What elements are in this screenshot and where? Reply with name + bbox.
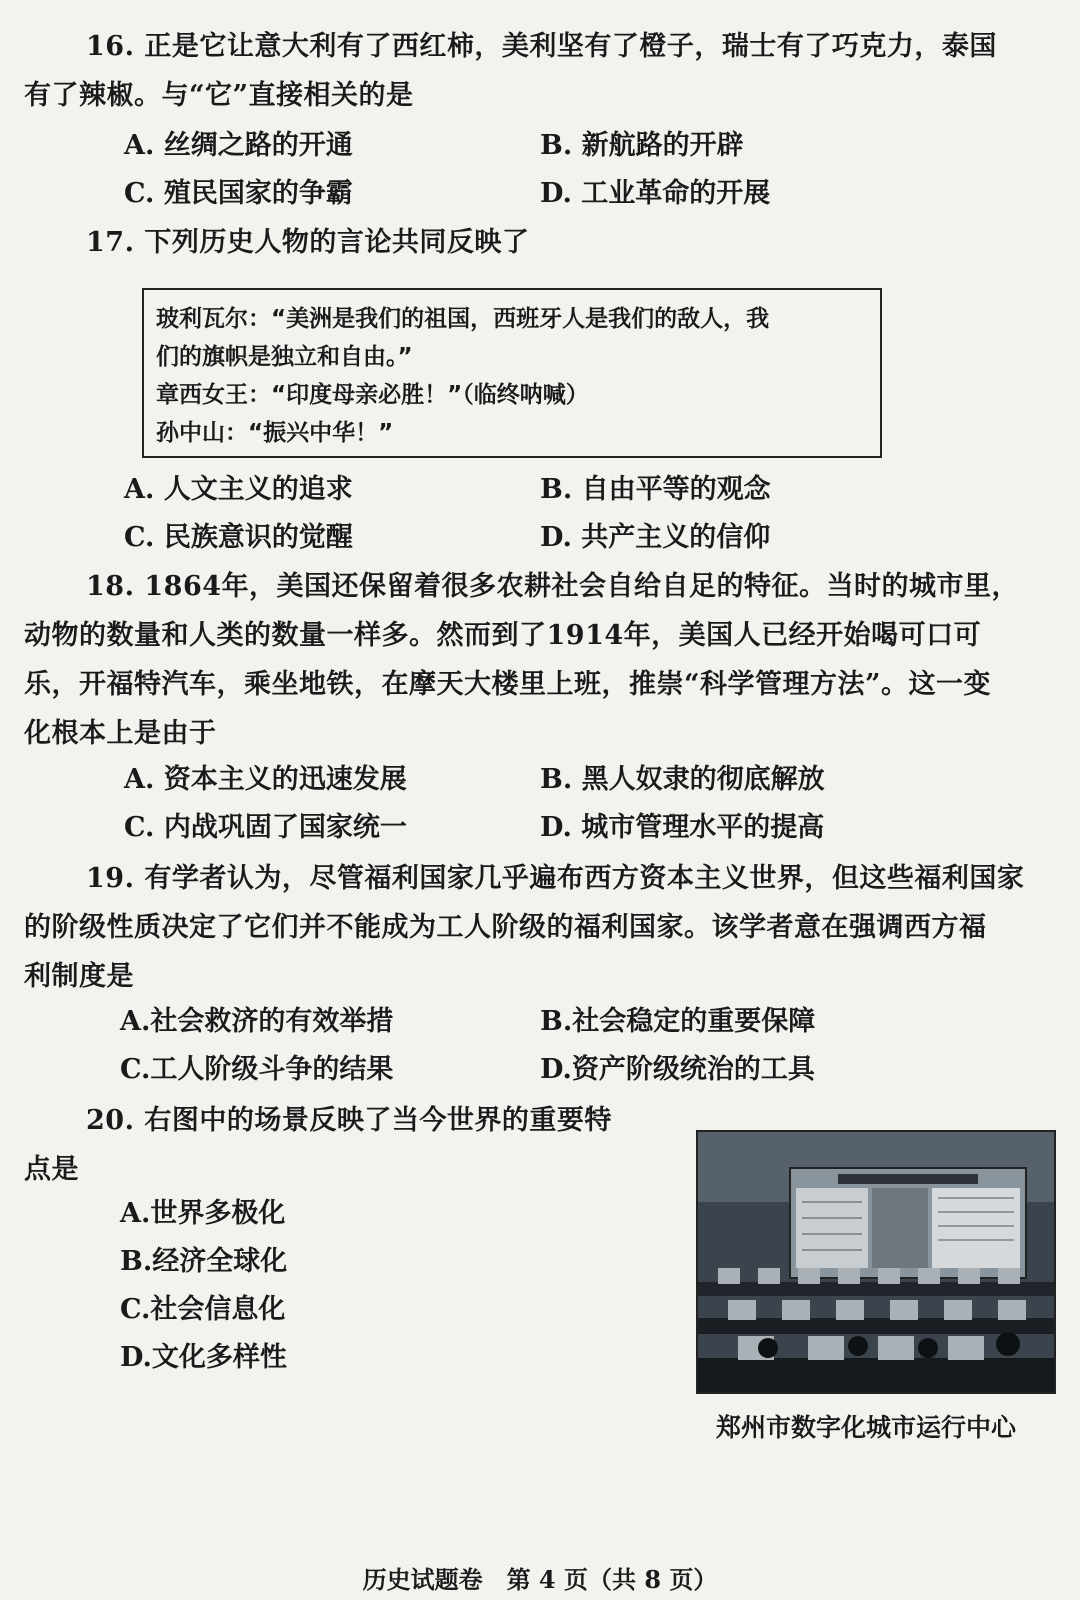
q19-option-b[interactable]: B.社会稳定的重要保障	[540, 1006, 816, 1037]
q18-option-b[interactable]: B. 黑人奴隶的彻底解放	[540, 764, 825, 795]
control-room-illustration	[698, 1132, 1054, 1392]
photo-caption: 郑州市数字化城市运行中心	[716, 1413, 1017, 1442]
q17-option-d[interactable]: D. 共产主义的信仰	[540, 522, 771, 553]
question-17-stem	[24, 218, 1060, 267]
q18-line-2: 动物的数量和人类的数量一样多。然而到了1914年，美国人已经开始喝可口可	[24, 620, 982, 651]
q20-line-1: 20. 右图中的场景反映了当今世界的重要特	[86, 1105, 612, 1136]
question-19-stem	[24, 854, 1060, 1001]
quote-line-2: 们的旗帜是独立和自由。”	[156, 344, 413, 370]
q18-option-c[interactable]: C. 内战巩固了国家统一	[124, 812, 407, 843]
q18-option-d[interactable]: D. 城市管理水平的提高	[540, 812, 825, 843]
q20-option-c[interactable]: C.社会信息化	[120, 1294, 286, 1325]
q18-option-a[interactable]: A. 资本主义的迅速发展	[124, 764, 407, 795]
quote-line-3: 章西女王：“印度母亲必胜！”（临终呐喊）	[156, 382, 589, 408]
q20-line-2: 点是	[24, 1154, 79, 1185]
q20-option-b[interactable]: B.经济全球化	[120, 1246, 288, 1277]
q19-option-c[interactable]: C.工人阶级斗争的结果	[120, 1054, 394, 1085]
q17-option-c[interactable]: C. 民族意识的觉醒	[124, 522, 353, 553]
quote-line-4: 孙中山：“振兴中华！”	[156, 420, 394, 446]
q19-line-3: 利制度是	[24, 961, 134, 992]
q17-option-b[interactable]: B. 自由平等的观念	[540, 474, 771, 505]
q19-option-a[interactable]: A.社会救济的有效举措	[120, 1006, 394, 1037]
q17-option-a[interactable]: A. 人文主义的追求	[124, 474, 353, 505]
q20-option-d[interactable]: D.文化多样性	[120, 1342, 287, 1373]
q16-option-d[interactable]: D. 工业革命的开展	[540, 178, 771, 209]
question-16-stem	[24, 22, 1060, 120]
question-20-stem	[24, 1096, 664, 1194]
q18-line-3: 乐，开福特汽车，乘坐地铁，在摩天大楼里上班，推崇“科学管理方法”。这一变	[24, 669, 992, 700]
q16-option-b[interactable]: B. 新航路的开辟	[540, 130, 744, 161]
city-operations-center-photo	[696, 1130, 1056, 1394]
q18-line-1: 18. 1864年，美国还保留着很多农耕社会自给自足的特征。当时的城市里，	[86, 571, 1020, 602]
q16-line-2: 有了辣椒。与“它”直接相关的是	[24, 80, 414, 111]
page-footer: 历史试题卷 第 4 页（共 8 页）	[362, 1565, 718, 1594]
q19-line-2: 的阶级性质决定了它们并不能成为工人阶级的福利国家。该学者意在强调西方福	[24, 912, 987, 943]
quote-box	[142, 288, 882, 458]
q18-line-4: 化根本上是由于	[24, 718, 217, 749]
q20-option-a[interactable]: A.世界多极化	[120, 1198, 286, 1229]
q17-line-1: 17. 下列历史人物的言论共同反映了	[86, 227, 530, 258]
quote-line-1: 玻利瓦尔：“美洲是我们的祖国，西班牙人是我们的敌人，我	[156, 306, 770, 332]
question-18-stem	[24, 562, 1060, 758]
q16-option-a[interactable]: A. 丝绸之路的开通	[124, 130, 353, 161]
q16-option-c[interactable]: C. 殖民国家的争霸	[124, 178, 353, 209]
q16-line-1: 16. 正是它让意大利有了西红柿，美利坚有了橙子，瑞士有了巧克力，泰国	[86, 31, 997, 62]
q19-option-d[interactable]: D.资产阶级统治的工具	[540, 1054, 815, 1085]
q19-line-1: 19. 有学者认为，尽管福利国家几乎遍布西方资本主义世界，但这些福利国家	[86, 863, 1025, 894]
